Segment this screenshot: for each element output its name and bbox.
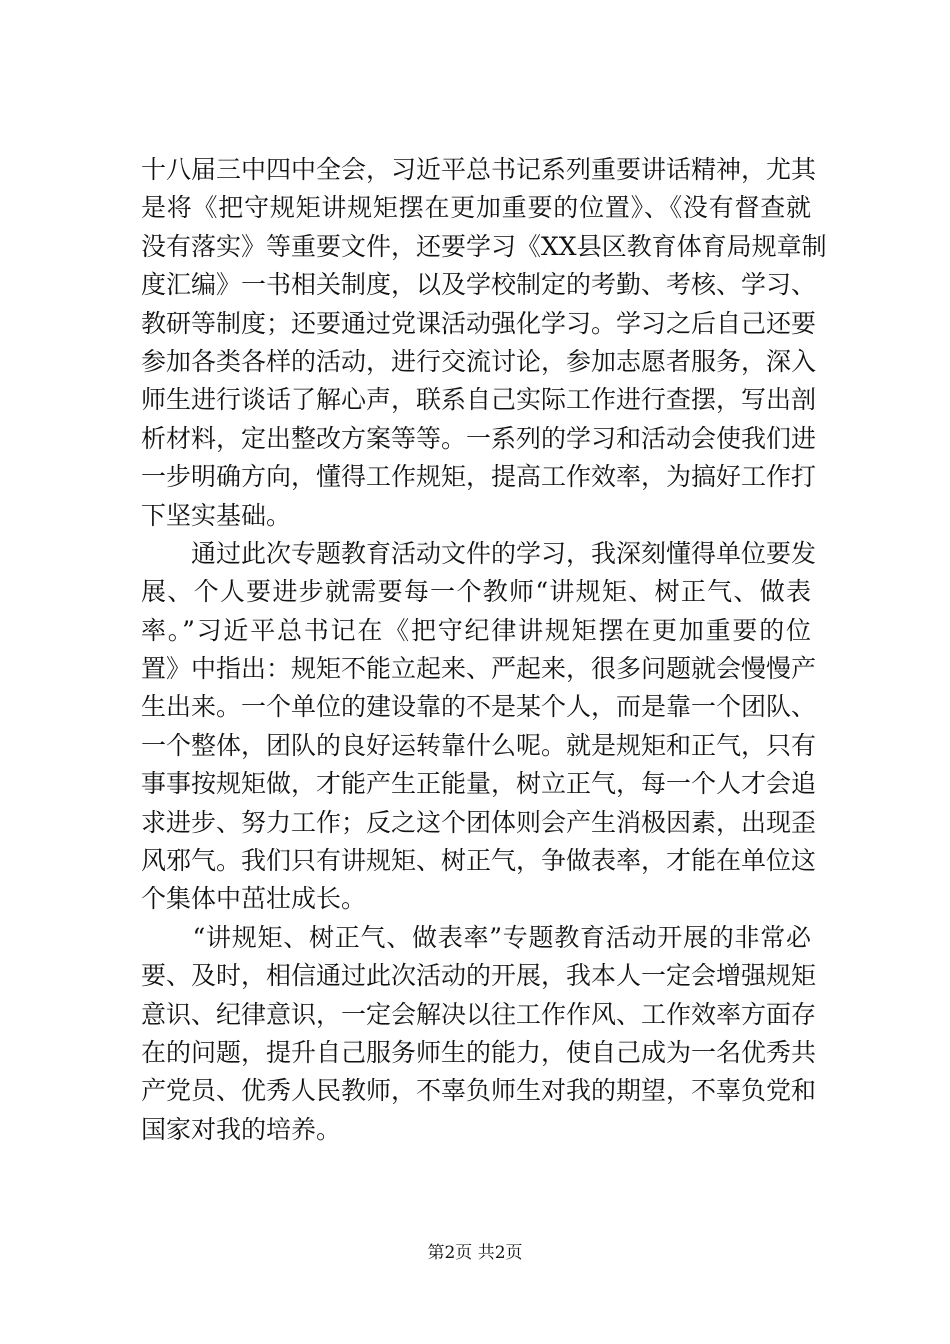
- text-line: 度汇编》一书相关制度，以及学校制定的考勤、考核、学习、: [141, 270, 817, 300]
- text-line: 通过此次专题教育活动文件的学习，我深刻懂得单位要发: [141, 538, 817, 568]
- text-line: 十八届三中四中全会，习近平总书记系列重要讲话精神，尤其: [141, 155, 817, 184]
- text-line: 产党员、优秀人民教师，不辜负师生对我的期望，不辜负党和: [141, 1076, 817, 1106]
- text-line: 国家对我的培养。: [141, 1114, 342, 1144]
- text-line: 置》中指出：规矩不能立起来、严起来，很多问题就会慢慢产: [141, 654, 817, 684]
- text-line: 是将《把守规矩讲规矩摆在更加重要的位置》、《没有督查就: [141, 193, 811, 223]
- text-line: 要、及时，相信通过此次活动的开展，我本人一定会增强规矩: [141, 961, 817, 991]
- text-line: 在的问题，提升自己服务师生的能力，使自己成为一名优秀共: [141, 1037, 817, 1067]
- text-line: 风邪气。我们只有讲规矩、树正气，争做表率，才能在单位这: [141, 846, 817, 876]
- text-line: “讲规矩、树正气、做表率”专题教育活动开展的非常必: [141, 922, 811, 952]
- text-line: 个集体中茁壮成长。: [141, 884, 367, 914]
- text-line: 析材料，定出整改方案等等。一系列的学习和活动会使我们进: [141, 423, 817, 453]
- text-line: 一个整体，团队的良好运转靠什么呢。就是规矩和正气，只有: [141, 730, 817, 760]
- text-line: 师生进行谈话了解心声，联系自己实际工作进行查摆，写出剖: [141, 385, 817, 415]
- text-line: 意识、纪律意识，一定会解决以往工作作风、工作效率方面存: [141, 999, 817, 1029]
- text-line: 参加各类各样的活动，进行交流讨论，参加志愿者服务，深入: [141, 346, 817, 376]
- text-line: 教研等制度；还要通过党课活动强化学习。学习之后自己还要: [141, 308, 817, 338]
- text-line: 率。”习近平总书记在《把守纪律讲规矩摆在更加重要的位: [141, 615, 811, 645]
- text-line: 事事按规矩做，才能产生正能量，树立正气，每一个人才会追: [141, 769, 817, 799]
- text-line: 一步明确方向，懂得工作规矩，提高工作效率，为搞好工作打: [141, 462, 817, 492]
- page-number-footer: 第2页 共2页: [427, 1243, 523, 1263]
- text-line: 没有落实》等重要文件，还要学习《XX县区教育体育局规章制: [141, 231, 827, 261]
- document-body: [141, 151, 827, 1149]
- text-line: 生出来。一个单位的建设靠的不是某个人，而是靠一个团队、: [141, 692, 817, 722]
- text-line: 展、个人要进步就需要每一个教师“讲规矩、树正气、做表: [141, 577, 811, 607]
- text-line: 下坚实基础。: [141, 500, 292, 530]
- text-line: 求进步、努力工作；反之这个团体则会产生消极因素，出现歪: [141, 807, 817, 837]
